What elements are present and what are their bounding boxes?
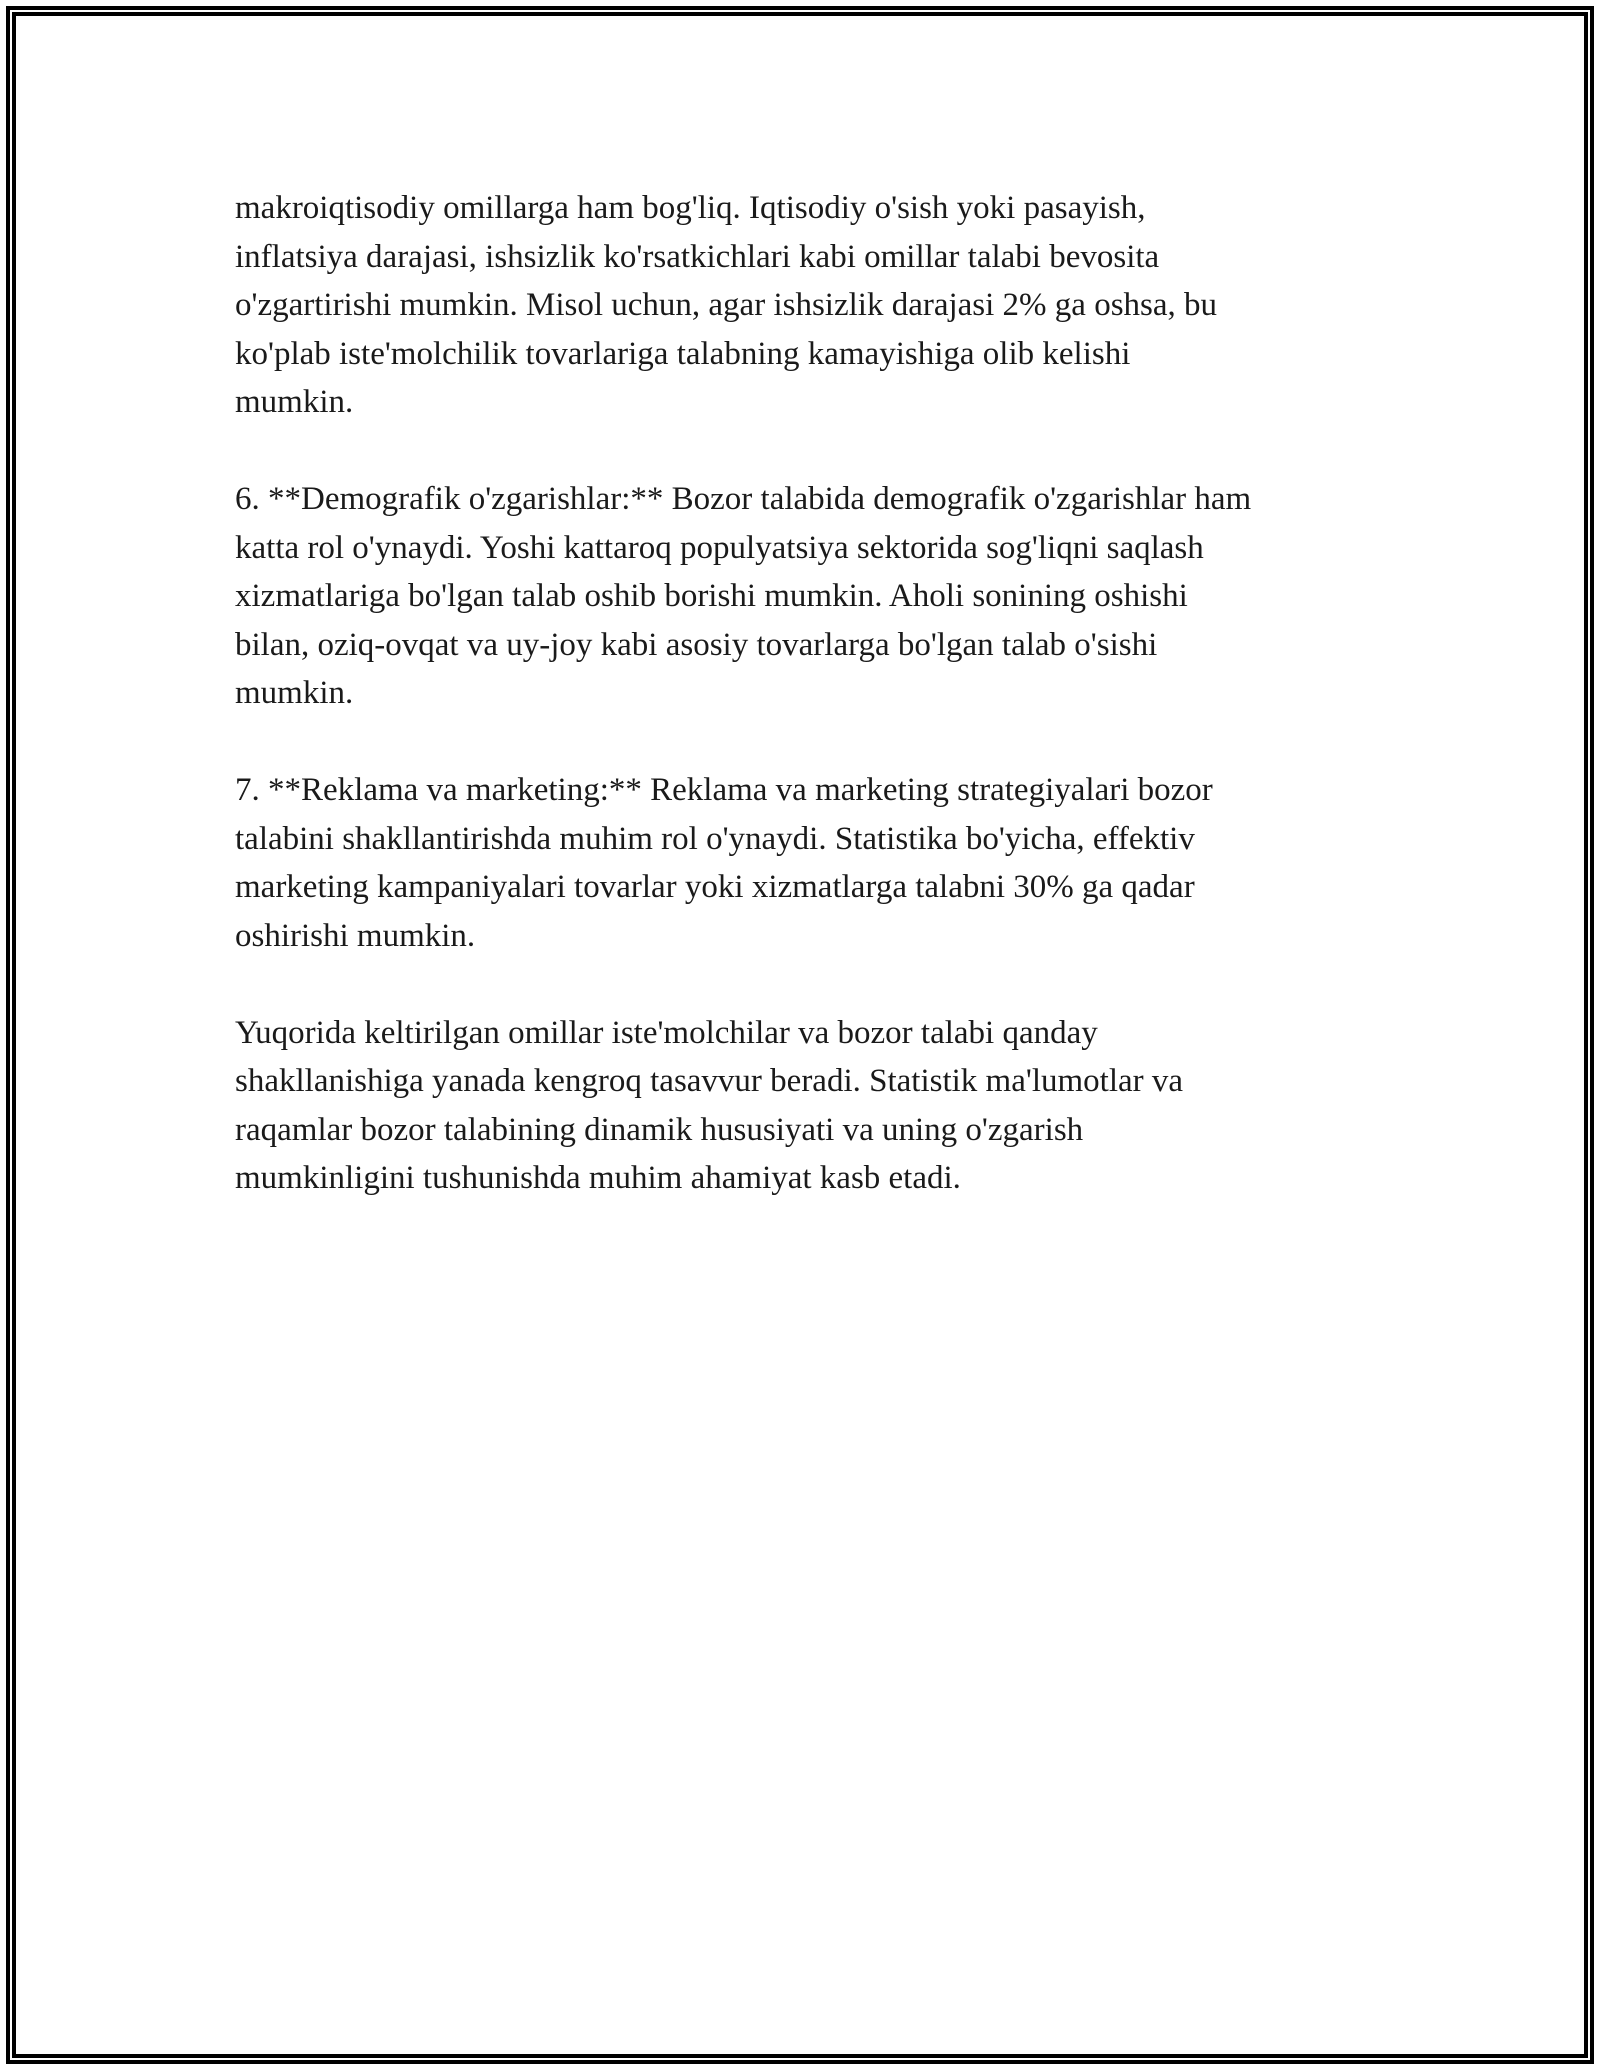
paragraph-advertising-marketing: 7. **Reklama va marketing:** Reklama va marketing strategiyalari bozor talabini shakllantirishda muhim rol o'ynaydi. Statistika bo'yicha, effektiv marketing kampaniyalari tovarlar yoki xizmatlarga talabni 30% ga qadar oshirishi mumkin. xyxy=(235,772,1213,954)
paragraph-conclusion: Yuqorida keltirilgan omillar iste'molchilar va bozor talabi qanday shakllanishiga yanada kengroq tasavvur beradi. Statistik ma'lumotlar va raqamlar bozor talabining dinamik hususiyati va uning o'zgarish mumkinligini tushunishda muhim ahamiyat kasb etadi. xyxy=(235,1014,1184,1196)
document-body xyxy=(235,184,1385,1251)
paragraph-macroeconomic-factors: makroiqtisodiy omillarga ham bog'liq. Iqtisodiy o'sish yoki pasayish, inflatsiya darajasi, ishsizlik ko'rsatkichlari kabi omillar talabi bevosita o'zgartirishi mumkin. Misol uchun, agar ishsizlik darajasi 2% ga oshsa, bu ko'plab iste'molchilik tovarlariga talabning kamayishiga olib kelishi mumkin. xyxy=(235,190,1218,420)
paragraph-demographic-changes: 6. **Demografik o'zgarishlar:** Bozor talabida demografik o'zgarishlar ham katta rol o'ynaydi. Yoshi kattaroq populyatsiya sektorida sog'liqni saqlash xizmatlariga bo'lgan talab oshib borishi mumkin. Aholi sonining oshishi bilan, oziq-ovqat va uy-joy kabi asosiy tovarlarga bo'lgan talab o'sishi mumkin. xyxy=(235,481,1252,711)
